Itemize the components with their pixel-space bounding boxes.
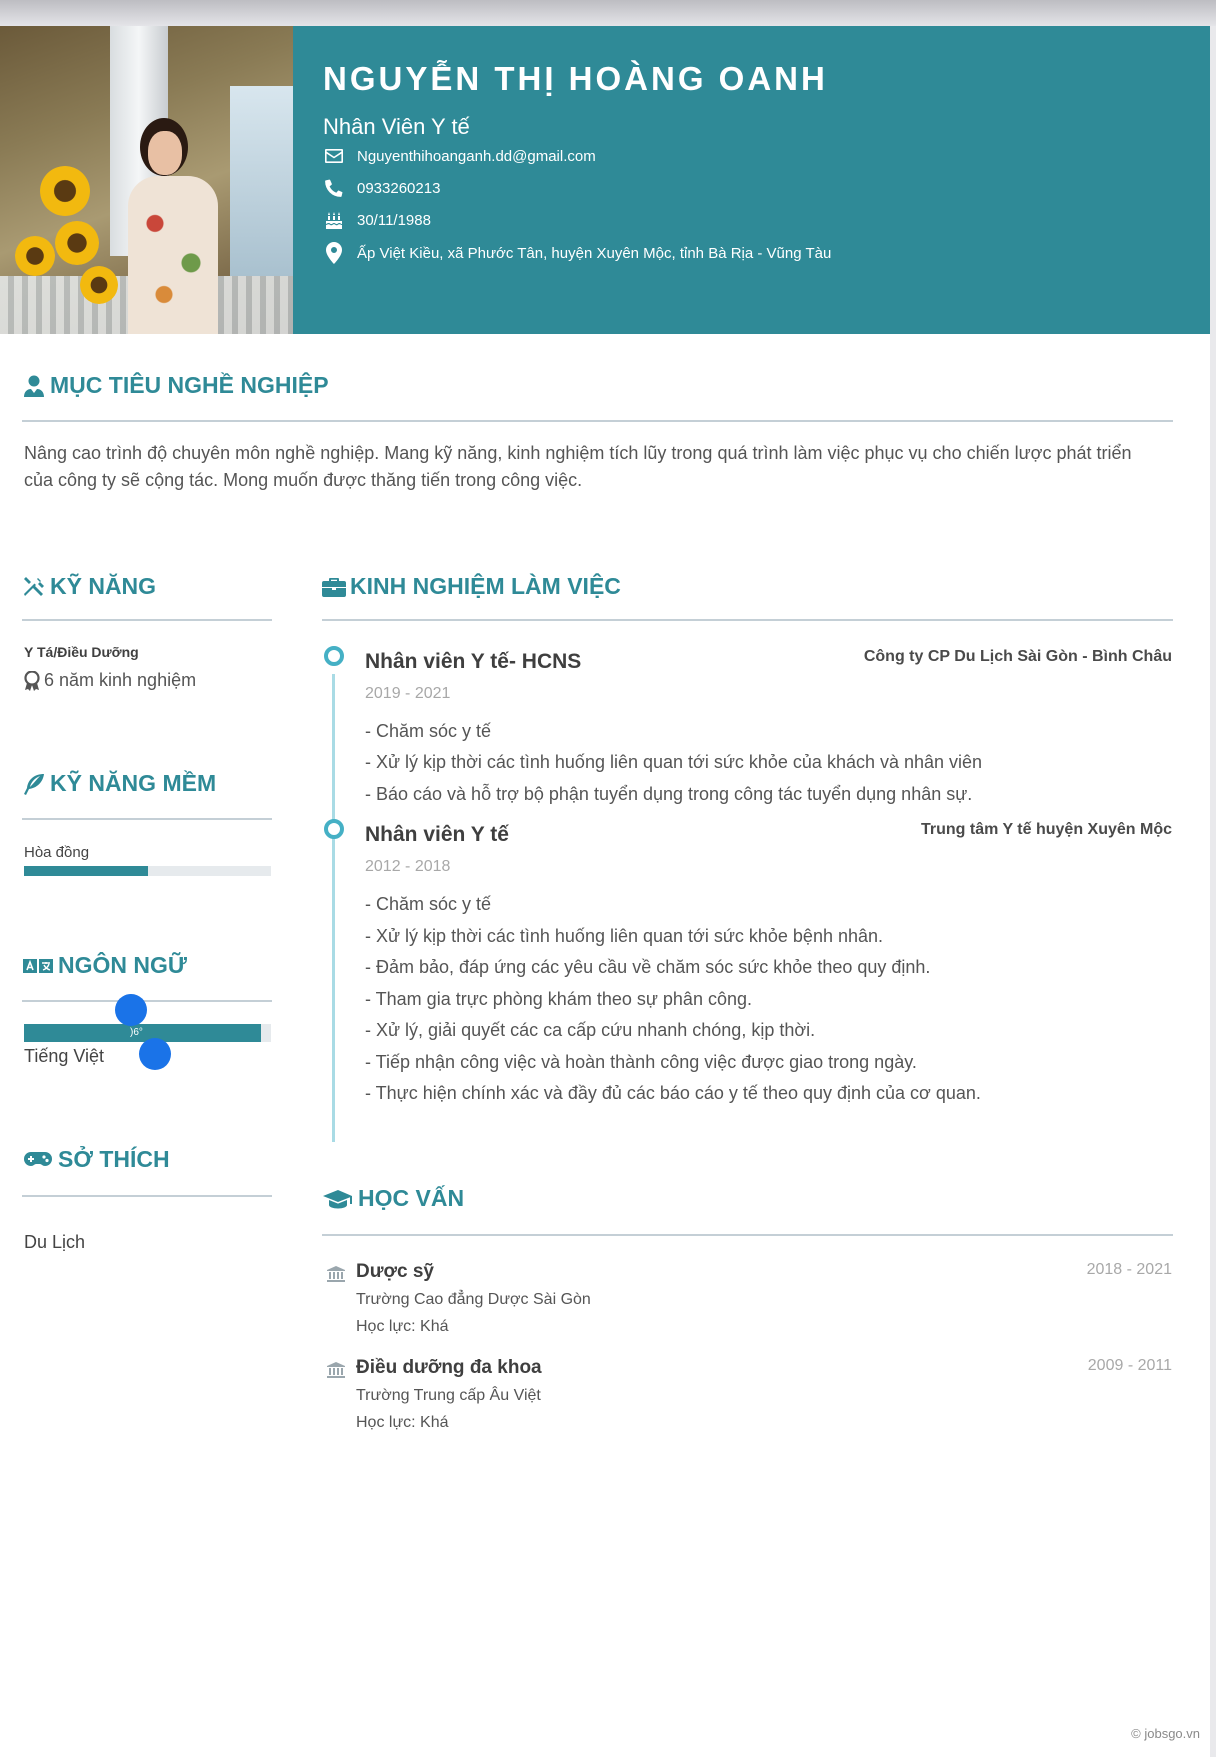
timeline-dot	[324, 819, 344, 839]
edu-grade: Học lực: Khá	[356, 1318, 449, 1335]
profile-photo	[0, 26, 293, 334]
gamepad-icon	[22, 1148, 54, 1172]
contact-email[interactable]	[323, 144, 596, 168]
language-bar-tag: )6°	[130, 1027, 143, 1038]
edu-years: 2018 - 2021	[1086, 1261, 1172, 1278]
selection-handle-end[interactable]	[139, 1038, 171, 1070]
job-duty: - Xử lý kịp thời các tình huống liên quan tới sức khỏe bệnh nhân.	[365, 926, 884, 946]
job-title: Nhân viên Y tế	[365, 823, 509, 846]
photo-sunflower	[80, 266, 118, 304]
job-title: Nhân viên Y tế- HCNS	[365, 650, 582, 673]
user-tie-icon	[22, 374, 46, 398]
job-duty: - Chăm sóc y tế	[365, 721, 492, 741]
candidate-title: Nhân Viên Y tế	[323, 114, 470, 139]
languages-divider	[22, 1000, 272, 1002]
hobby-item: Du Lịch	[24, 1232, 86, 1252]
job-duty: - Thực hiện chính xác và đầy đủ các báo cáo y tế theo quy định của cơ quan.	[365, 1083, 981, 1103]
photo-sunflower	[15, 236, 55, 276]
contact-phone[interactable]	[323, 176, 440, 200]
soft-skills-divider	[22, 818, 272, 820]
candidate-name: NGUYỄN THỊ HOÀNG OANH	[323, 60, 828, 97]
selection-handle-start[interactable]	[115, 994, 147, 1026]
job-years: 2012 - 2018	[365, 858, 451, 875]
edu-grade: Học lực: Khá	[356, 1414, 449, 1431]
birthday-text: 30/11/1988	[357, 211, 431, 229]
hobbies-heading-text: SỞ THÍCH	[58, 1146, 170, 1172]
skills-heading	[22, 573, 156, 600]
job-company: Công ty CP Du Lịch Sài Gòn - Bình Châu	[863, 648, 1172, 665]
timeline-line	[332, 674, 335, 1142]
job-duty: - Báo cáo và hỗ trợ bộ phận tuyển dụng trong công tác tuyển dụng nhân sự.	[365, 784, 973, 804]
job-years: 2019 - 2021	[365, 685, 451, 702]
hobbies-divider	[22, 1195, 272, 1197]
timeline-dot	[324, 646, 344, 666]
education-heading-text: HỌC VẤN	[358, 1185, 465, 1211]
edu-school: Trường Trung cấp Âu Việt	[356, 1387, 541, 1404]
edu-years: 2009 - 2011	[1087, 1357, 1172, 1374]
address-text: Ấp Việt Kiều, xã Phước Tân, huyện Xuyên Mộc, tỉnh Bà Rịa - Vũng Tàu	[357, 244, 832, 262]
job-duty: - Chăm sóc y tế	[365, 894, 492, 914]
objective-divider	[22, 420, 1173, 422]
phone-text: 0933260213	[357, 179, 441, 197]
objective-heading	[22, 372, 329, 399]
tools-icon	[22, 575, 46, 599]
window-top-shade	[0, 0, 1216, 26]
experience-heading-text: KINH NGHIỆM LÀM VIỆC	[350, 573, 621, 599]
soft-skill-bar-fill	[24, 866, 148, 876]
photo-person-dress	[128, 176, 218, 334]
map-pin-icon	[323, 242, 345, 264]
experience-heading	[322, 573, 621, 600]
hobbies-heading	[22, 1146, 170, 1173]
graduation-cap-icon	[322, 1187, 354, 1211]
language-icon	[22, 954, 54, 978]
university-icon	[326, 1360, 346, 1380]
university-icon	[326, 1264, 346, 1284]
contact-birthday	[323, 208, 431, 232]
job-company: Trung tâm Y tế huyện Xuyên Mộc	[920, 821, 1172, 838]
objective-heading-text: MỤC TIÊU NGHỀ NGHIỆP	[50, 372, 329, 398]
job-duty: - Tiếp nhận công việc và hoàn thành công việc được giao trong ngày.	[365, 1052, 917, 1072]
edu-school: Trường Cao đẳng Dược Sài Gòn	[356, 1291, 591, 1308]
skill-experience	[24, 670, 196, 691]
email-text: Nguyenthihoanganh.dd@gmail.com	[357, 147, 596, 165]
languages-heading	[22, 952, 187, 979]
photo-window	[230, 86, 293, 276]
soft-skill-bar	[24, 866, 271, 876]
objective-text: Nâng cao trình độ chuyên môn nghề nghiệp. Mang kỹ năng, kinh nghiệm tích lũy trong quá trình làm việc phục vụ cho chiến lược phát triển của công ty sẽ cộng tác. Mong muốn được thăng tiến trong công việc.	[24, 443, 1132, 490]
job-duty: - Xử lý, giải quyết các ca cấp cứu nhanh chóng, kịp thời.	[365, 1020, 816, 1040]
education-divider	[322, 1234, 1173, 1236]
photo-sunflower	[55, 221, 99, 265]
soft-skills-heading	[22, 770, 216, 797]
briefcase-icon	[322, 575, 346, 599]
photo-sunflower	[40, 166, 90, 216]
job-duty: - Xử lý kịp thời các tình huống liên quan tới sức khỏe của khách và nhân viên	[365, 752, 983, 772]
language-name: Tiếng Việt	[24, 1046, 105, 1066]
skill-name: Y Tá/Điều Dưỡng	[24, 644, 139, 660]
soft-skills-heading-text: KỸ NĂNG MỀM	[50, 770, 217, 796]
soft-skill-name: Hòa đồng	[24, 844, 90, 861]
award-icon	[24, 671, 40, 691]
cv-page	[0, 26, 1210, 1757]
skill-experience-text: 6 năm kinh nghiệm	[44, 670, 197, 690]
job-duty: - Tham gia trực phòng khám theo sự phân công.	[365, 989, 752, 1009]
feather-icon	[22, 772, 46, 796]
photo-person-face	[148, 131, 182, 175]
contact-address	[323, 241, 831, 265]
experience-divider	[322, 619, 1173, 621]
languages-heading-text: NGÔN NGỮ	[58, 952, 187, 978]
edu-degree: Dược sỹ	[356, 1261, 434, 1282]
cake-icon	[323, 209, 345, 231]
edu-degree: Điều dưỡng đa khoa	[356, 1357, 542, 1378]
skills-heading-text: KỸ NĂNG	[50, 573, 157, 599]
education-heading	[322, 1185, 464, 1212]
envelope-icon	[323, 145, 345, 167]
skills-divider	[22, 619, 272, 621]
job-duty: - Đảm bảo, đáp ứng các yêu cầu về chăm sóc sức khỏe theo quy định.	[365, 957, 931, 977]
phone-icon	[323, 177, 345, 199]
watermark: © jobsgo.vn	[1131, 1726, 1200, 1741]
cv-header	[0, 26, 1210, 334]
